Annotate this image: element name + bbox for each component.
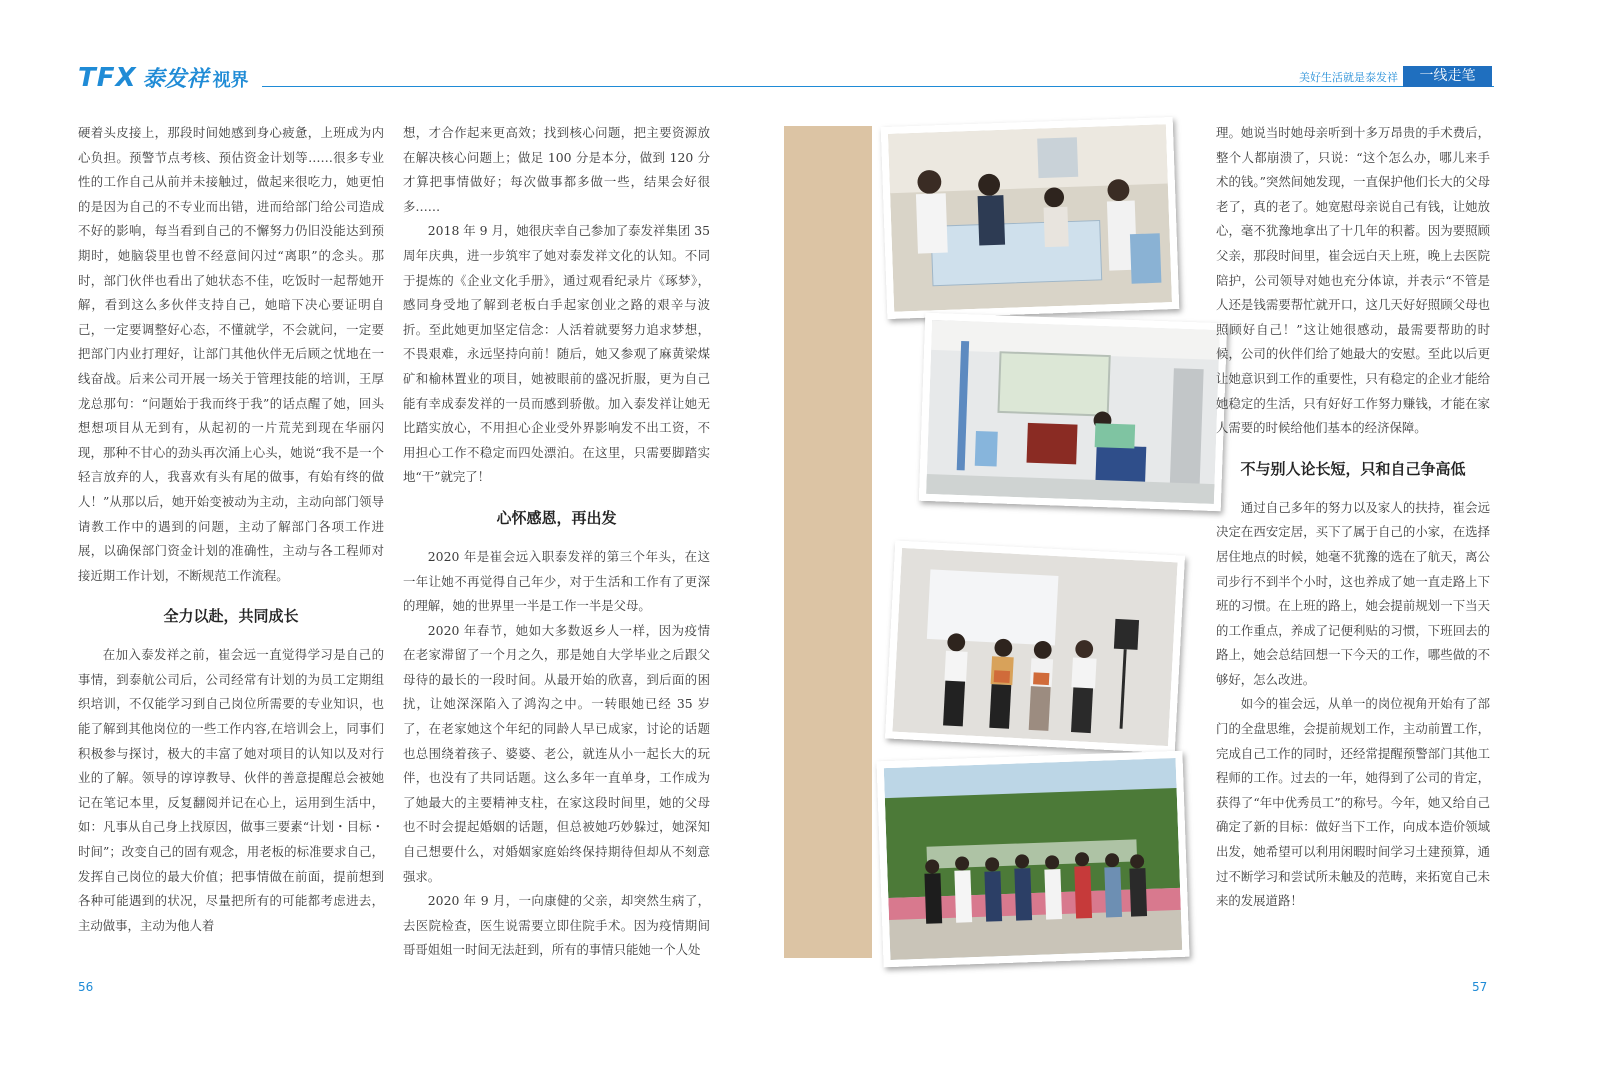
- section-tag: 一线走笔: [1403, 66, 1492, 87]
- right-column: [1216, 121, 1490, 914]
- page-number-left: 56: [78, 980, 94, 994]
- photo-group: [876, 751, 1189, 968]
- section-heading: 不与别人论长短，只和自己争高低: [1240, 459, 1466, 478]
- logo-suffix: 视界: [212, 70, 249, 91]
- header-rule: [262, 86, 1494, 87]
- paragraph: 硬着头皮接上，那段时间她感到身心疲惫，上班成为内心负担。预警节点考核、预估资金计划等……很多专业性的工作自己从前并未接触过，做起来很吃力，她更怕的是因为自己的不专业而出错，进而给部门给公司造成不好的影响，每当看到自己的不懈努力仍旧没能达到预期时，她脑袋里也曾不经意间闪过“离职”的念头。那时，部门伙伴也看出了她状态不佳，吃饭时一起帮她开解，看到这么多伙伴支持自己，她暗下决心要证明自己，一定要调整好心态，不懂就学，不会就问，一定要把部门内业打理好，让部门其他伙伴无后顾之忧地在一线奋战。后来公司开展一场关于管理技能的培训，王厚龙总那句：“问题始于我而终于我”的话点醒了她，回头想想项目从无到有，从起初的一片荒芜到现在华丽闪现，那种不甘心的劲头再次涌上心头，她说“我不是一个轻言放弃的人，我喜欢有头有尾的做事，有始有终的做人！”从那以后，她开始变被动为主动，主动向部门领导请教工作中的遇到的问题，主动了解部门各项工作进展，以确保部门资金计划的准确性，主动与各工程师对接近期工作计划，不断规范工作流程。: [78, 125, 384, 583]
- photo-office-room: [919, 313, 1227, 511]
- paragraph: 想，才合作起来更高效；找到核心问题，把主要资源放在解决核心问题上；做足 100 分是本分，做到 120 分才算把事情做好；每次做事都多做一些，结果会好很多……: [403, 125, 710, 214]
- paragraph: 如今的崔会远，从单一的岗位视角开始有了部门的全盘思维，会提前规划工作，主动前置工作，完成自己工作的同时，还经常提醒预警部门其他工程师的工作。过去的一年，她得到了公司的肯定，获得了“年中优秀员工”的称号。今年，她又给自己确定了新的目标：做好当下工作，向成本造价领域出发，她希望可以利用闲暇时间学习土建预算，通过不断学习和尝试所未触及的范畴，来拓宽自己未来的发展道路！: [1216, 696, 1490, 909]
- photo-award-ceremony: [885, 541, 1185, 754]
- magazine-logo: [78, 62, 249, 92]
- paragraph: 2020 年是崔会远入职泰发祥的第三个年头，在这一年让她不再觉得自己年少，对于生活和工作有了更深的理解，她的世界里一半是工作一半是父母。: [403, 548, 710, 614]
- paragraph: 2020 年 9 月，一向康健的父亲，却突然生病了，去医院检查，医生说需要立即住院手术。因为疫情期间哥哥姐姐一时间无法赶到，所有的事情只能她一个人处: [403, 893, 710, 958]
- section-heading: 心怀感恩，再出发: [496, 508, 617, 527]
- paragraph: 2018 年 9 月，她很庆幸自己参加了泰发祥集团 35 周年庆典，进一步筑牢了她对泰发祥文化的认知。不同于提炼的《企业文化手册》，通过观看纪录片《琢梦》，感同身受地了解到老板白手起家创业之路的艰辛与波折。至此她更加坚定信念：人活着就要努力追求梦想，不畏艰难，永远坚持向前！随后，她又参观了麻黄梁煤矿和榆林置业的项目，她被眼前的盛况折服，更为自己能有幸成泰发祥的一员而感到骄傲。加入泰发祥让她无比踏实放心，不用担心企业受外界影响发不出工资，不用担心工作不稳定而四处漂泊。在这里，只需要脚踏实地“干”就完了！: [403, 223, 710, 485]
- section-heading: 全力以赴，共同成长: [163, 607, 299, 626]
- paragraph: 2020 年春节，她如大多数返乡人一样，因为疫情在老家滞留了一个月之久，那是她自大学毕业之后跟父母待的最长的一段时间。从最开始的欣喜，到后面的困扰，让她深深陷入了鸿沟之中。一转眼她已经 35 岁了，在老家她这个年纪的同龄人早已成家，讨论的话题也总围绕着孩子、婆婆、老公，就连从小一起长大的玩伴，也没有了共同话题。这么多年一直单身，工作成为了她最大的主要精神支柱，在家这段时间里，她的父母也不时会提起婚姻的话题，但总被她巧妙躲过，她深知自己想要什么，对婚姻家庭始终保持期待但却从不刻意强求。: [403, 622, 710, 884]
- logo-brand: 泰发祥: [142, 67, 209, 92]
- left-column-1: [78, 121, 384, 938]
- paragraph: 在加入泰发祥之前，崔会远一直觉得学习是自己的事情，到泰航公司后，公司经常有计划的为员工定期组织培训，不仅能学习到自己岗位所需要的专业知识，也能了解到其他岗位的一些工作内容,在培训会上，同事们积极参与探讨，极大的丰富了她对项目的认知以及对行业的了解。领导的谆谆教导、伙伴的善意提醒总会被她记在笔记本里，反复翻阅并记在心上，运用到生活中，如：凡事从自己身上找原因，做事三要素“计划・目标・时间”；改变自己的固有观念，用老板的标准要求自己，发挥自己岗位的最大价值；把事情做在前面，提前想到各种可能遇到的状况，尽量把所有的可能都考虑进去，主动做事，主动为他人着: [78, 647, 384, 933]
- page-number-right: 57: [1472, 980, 1488, 994]
- logo-tfx: TFX: [78, 63, 137, 93]
- paragraph: 理。她说当时她母亲听到十多万昂贵的手术费后，整个人都崩溃了，只说：“这个怎么办，哪儿来手术的钱。”突然间她发现，一直保护他们长大的父母老了，真的老了。她宽慰母亲说自己有钱，让她放心，毫不犹豫地拿出了十几年的积蓄。因为要照顾父亲，那段时间里，崔会远白天上班，晚上去医院陪护，公司领导对她也充分体谅，并表示“不管是人还是钱需要帮忙就开口，这几天好好照顾父母也照顾好自己！”这让她很感动，最需要帮助的时候，公司的伙伴们给了她最大的安慰。至此以后更让她意识到工作的重要性，只有稳定的企业才能给她稳定的生活，只有好好工作努力赚钱，才能在家人需要的时候给他们基本的经济保障。: [1216, 125, 1490, 436]
- photo-office-meeting: [881, 117, 1180, 319]
- left-column-2: [403, 121, 710, 963]
- header-slogan: 美好生活就是泰发祥: [1299, 71, 1398, 84]
- paragraph: 通过自己多年的努力以及家人的扶持，崔会远决定在西安定居，买下了属于自己的小家，在选择居住地点的时候，她毫不犹豫的选在了航天，离公司步行不到半个小时，这也养成了她一直走路上下班的习惯。在上班的路上，她会提前规划一下当天的工作重点，养成了记便利贴的习惯，下班回去的路上，她会总结回想一下今天的工作，哪些做的不够好，怎么改进。: [1216, 499, 1490, 687]
